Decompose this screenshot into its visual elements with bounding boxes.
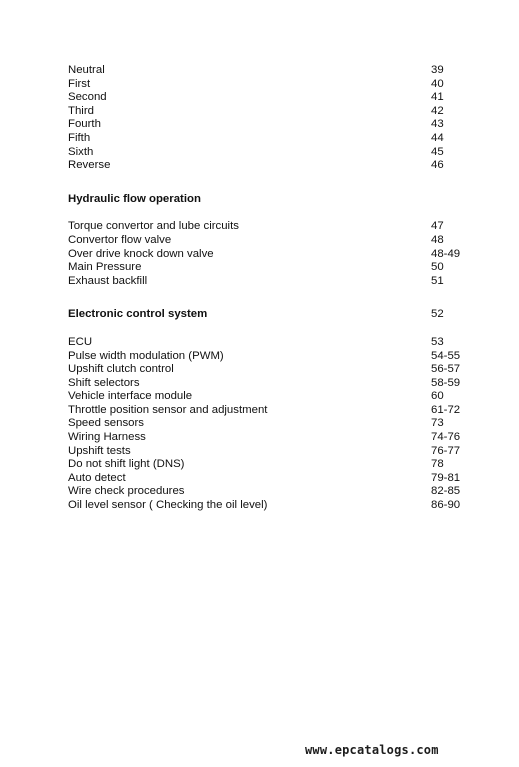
toc-entry-label: Pulse width modulation (PWM) [68, 349, 224, 362]
toc-entry [68, 472, 478, 486]
toc-entry [68, 78, 478, 92]
toc-entry-label: Reverse [68, 159, 111, 172]
toc-entry-label: Do not shift light (DNS) [68, 458, 185, 471]
toc-entry [68, 417, 478, 431]
toc-entry-label: Main Pressure [68, 261, 142, 274]
toc-group-electronic-control [68, 308, 478, 512]
toc-entry [68, 404, 478, 418]
toc-entry-label: Sixth [68, 145, 94, 158]
toc-entry-page: 41 [431, 91, 444, 104]
toc-entry-label: Over drive knock down valve [68, 247, 214, 260]
toc-group-hydraulic-flow [68, 193, 478, 289]
toc-entry-page: 61-72 [431, 403, 461, 416]
toc-entry-label: Shift selectors [68, 376, 140, 389]
toc-entry-page: 74-76 [431, 431, 461, 444]
toc-entry-page: 56-57 [431, 363, 461, 376]
toc-entry-label: Convertor flow valve [68, 233, 172, 246]
toc-entry-label: First [68, 77, 91, 90]
toc-entry [68, 146, 478, 160]
toc-entry-label: Third [68, 104, 94, 117]
toc-entry-page: 86-90 [431, 499, 461, 512]
toc-entry-label: Upshift tests [68, 444, 131, 457]
toc-entry [68, 105, 478, 119]
toc-entry-page: 60 [431, 390, 444, 403]
toc-entry [68, 234, 478, 248]
toc-entry-page: 43 [431, 118, 444, 131]
toc-entry-label: ECU [68, 335, 93, 348]
toc-entry [68, 64, 478, 78]
section-heading-label: Electronic control system [68, 308, 208, 321]
toc-entry-page: 82-85 [431, 485, 461, 498]
toc-entry [68, 336, 478, 350]
toc-entry-page: 76-77 [431, 444, 461, 457]
toc-entry [68, 118, 478, 132]
toc-entry-page: 53 [431, 335, 444, 348]
toc-entry [68, 431, 478, 445]
toc-entry-label: Auto detect [68, 471, 126, 484]
toc-group-transmission-ranges [68, 64, 478, 173]
toc-entry-page: 42 [431, 104, 444, 117]
toc-entry-page: 46 [431, 159, 444, 172]
toc-entry [68, 275, 478, 289]
toc-entry [68, 458, 478, 472]
toc-entry-label: Vehicle interface module [68, 390, 193, 403]
toc-entry-label: Wire check procedures [68, 485, 185, 498]
toc-entry [68, 132, 478, 146]
toc-entry-label: Speed sensors [68, 417, 144, 430]
toc-entry-page: 40 [431, 77, 444, 90]
toc-entry-page: 58-59 [431, 376, 461, 389]
toc-entry-label: Exhaust backfill [68, 274, 148, 287]
toc-entry [68, 350, 478, 364]
toc-entry-label: Throttle position sensor and adjustment [68, 403, 268, 416]
toc-entry [68, 377, 478, 391]
toc-entry [68, 363, 478, 377]
toc-entry-page: 50 [431, 261, 444, 274]
toc-entry-label: Fifth [68, 131, 91, 144]
section-heading-label: Hydraulic flow operation [68, 192, 201, 205]
toc-entry-label: Fourth [68, 118, 101, 131]
toc-entry-page: 78 [431, 458, 444, 471]
footer-watermark: www.epcatalogs.com [305, 743, 439, 757]
toc-entry-page: 48-49 [431, 247, 461, 260]
toc-entry-page: 39 [431, 64, 444, 76]
toc-entry [68, 261, 478, 275]
toc-entry-label: Wiring Harness [68, 431, 146, 444]
toc-entry-page: 79-81 [431, 471, 461, 484]
toc-entry-page: 44 [431, 131, 444, 144]
toc-entry-page: 54-55 [431, 349, 461, 362]
toc-entry-page: 48 [431, 233, 444, 246]
section-heading-page: 52 [431, 308, 444, 321]
toc-entry [68, 390, 478, 404]
table-of-contents [68, 64, 478, 513]
toc-entry-label: Oil level sensor ( Checking the oil level) [68, 499, 268, 512]
toc-entry-label: Upshift clutch control [68, 363, 174, 376]
toc-entry [68, 485, 478, 499]
toc-entry [68, 248, 478, 262]
toc-entry-label: Second [68, 91, 107, 104]
toc-entry [68, 91, 478, 105]
toc-entry [68, 159, 478, 173]
section-heading [68, 308, 478, 322]
section-heading [68, 193, 478, 207]
toc-entry-page: 73 [431, 417, 444, 430]
toc-entry-label: Torque convertor and lube circuits [68, 220, 239, 233]
toc-entry [68, 445, 478, 459]
toc-entry [68, 220, 478, 234]
toc-entry-page: 47 [431, 220, 444, 233]
toc-entry-page: 51 [431, 274, 444, 287]
toc-entry-page: 45 [431, 145, 444, 158]
toc-entry-label: Neutral [68, 64, 105, 76]
toc-entry [68, 499, 478, 513]
